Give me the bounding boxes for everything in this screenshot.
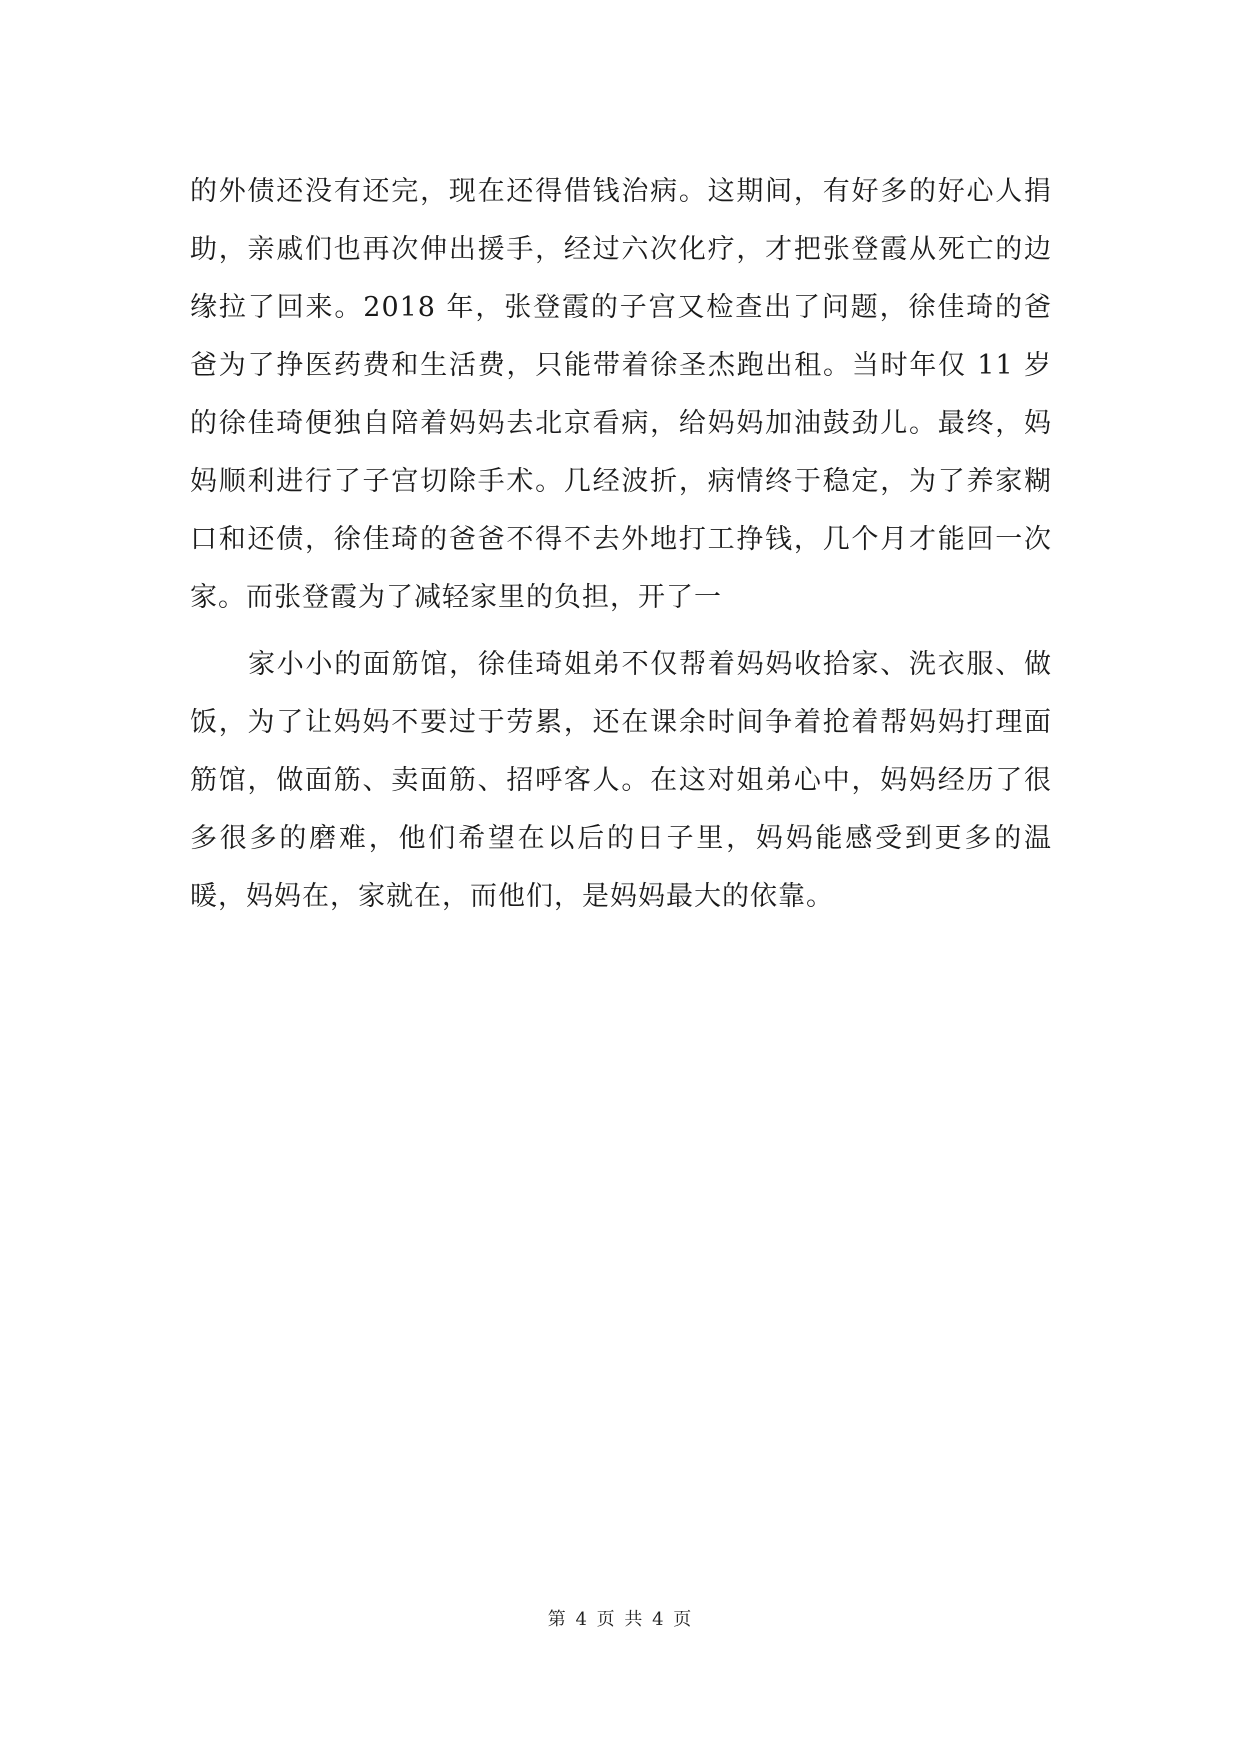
paragraph-continued: 的外债还没有还完，现在还得借钱治病。这期间，有好多的好心人捐助，亲戚们也再次伸出援手，经过六次化疗，才把张登霞从死亡的边缘拉了回来。2018 年，张登霞的子宫又检查出了问题，徐佳琦的爸爸为了挣医药费和生活费，只能带着徐圣杰跑出租。当时年仅 11 岁的徐佳琦便独自陪着妈妈去北京看病，给妈妈加油鼓劲儿。最终，妈妈顺利进行了子宫切除手术。几经波折，病情终于稳定，为了养家糊口和还债，徐佳琦的爸爸不得不去外地打工挣钱，几个月才能回一次家。而张登霞为了减轻家里的负担，开了一 bbox=[190, 176, 1052, 613]
page-footer: 第 4 页 共 4 页 bbox=[547, 1609, 694, 1630]
paragraph-indented: 家小小的面筋馆，徐佳琦姐弟不仅帮着妈妈收拾家、洗衣服、做饭，为了让妈妈不要过于劳累，还在课余时间争着抢着帮妈妈打理面筋馆，做面筋、卖面筋、招呼客人。在这对姐弟心中，妈妈经历了很多很多的磨难，他们希望在以后的日子里，妈妈能感受到更多的温暖，妈妈在，家就在，而他们，是妈妈最大的依靠。 bbox=[190, 649, 1052, 912]
body-text bbox=[190, 163, 1052, 926]
